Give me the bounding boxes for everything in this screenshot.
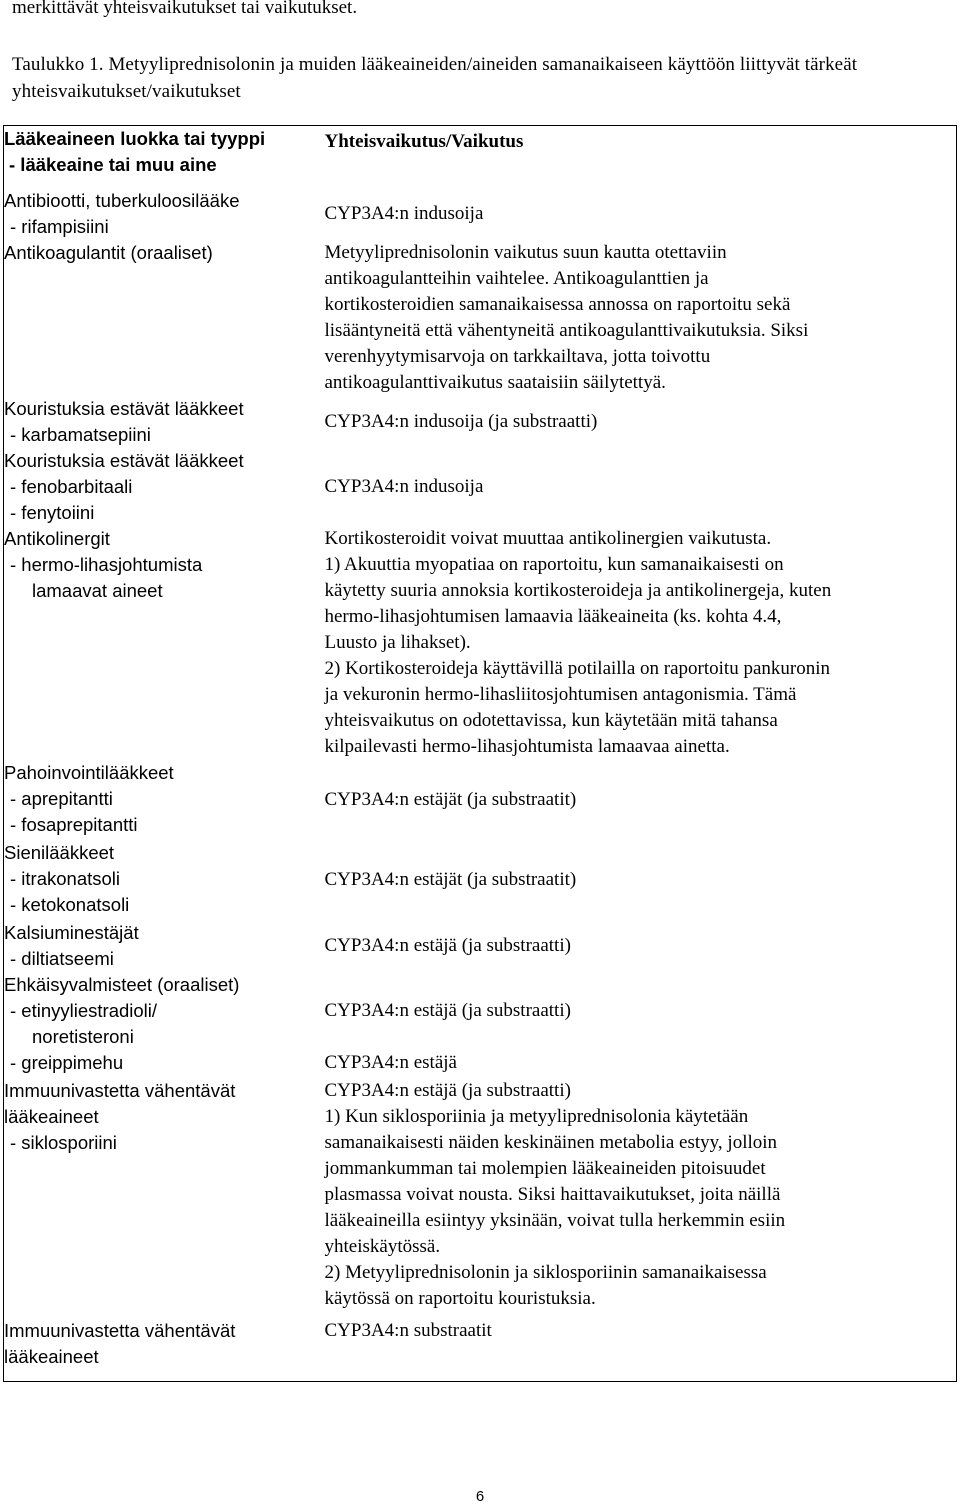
interaction-cell xyxy=(325,1050,957,1078)
drug-class-line: Ehkäisyvalmisteet (oraaliset) xyxy=(4,973,240,995)
interaction-line: kilpailevasti hermo-lihasjohtumista lamaavaa ainetta. xyxy=(324,735,730,757)
interaction-line: lääkeaineilla esiintyy yksinään, voivat tulla herkemmin esiin xyxy=(324,1209,786,1231)
table-row xyxy=(4,972,957,1050)
interaction-line: kortikosteroidien samanaikaisessa annossa on raportoitu sekä xyxy=(324,293,791,315)
drug-class-line: Kalsiuminestäjät xyxy=(4,921,139,943)
drug-class-line: - fenytoiini xyxy=(10,501,95,523)
interaction-line: Kortikosteroidit voivat muuttaa antikolinergien vaikutusta. xyxy=(324,527,772,549)
drug-class-cell xyxy=(4,188,325,240)
table-row xyxy=(4,396,957,448)
drug-class-cell xyxy=(4,396,325,448)
drug-class-line: Pahoinvointilääkkeet xyxy=(4,761,174,783)
table-header-row xyxy=(4,126,957,188)
drug-class-line: lääkeaineet xyxy=(4,1105,99,1127)
interaction-cell xyxy=(325,1078,957,1318)
interaction-cell xyxy=(325,920,957,972)
interaction-cell xyxy=(325,448,957,526)
interaction-line: käytössä on raportoitu kouristuksia. xyxy=(324,1287,596,1309)
table-body xyxy=(4,188,957,1382)
table-row xyxy=(4,840,957,920)
table-row xyxy=(4,240,957,396)
drug-class-line: - fosaprepitantti xyxy=(10,813,138,835)
interaction-line: CYP3A4:n substraatit xyxy=(324,1319,492,1341)
interaction-line: lisääntyneitä että vähentyneitä antikoagulanttivaikutuksia. Siksi xyxy=(324,319,809,341)
interaction-cell xyxy=(325,760,957,840)
drug-class-line: Sienilääkkeet xyxy=(4,841,115,863)
drug-class-line: - etinyyliestradioli/ xyxy=(10,999,158,1021)
table-row xyxy=(4,760,957,840)
interaction-line: ja vekuronin hermo-lihasliitosjohtumisen antagonismia. Tämä xyxy=(324,683,797,705)
interaction-line: hermo-lihasjohtumisen lamaavia lääkeaineita (ks. kohta 4.4, xyxy=(324,605,782,627)
page-number: 6 xyxy=(475,1488,485,1505)
interaction-line: CYP3A4:n estäjä (ja substraatti) xyxy=(324,934,571,956)
drug-class-line: - hermo-lihasjohtumista xyxy=(10,553,203,575)
drug-class-cell xyxy=(4,448,325,526)
interaction-line: jommankumman tai molempien lääkeaineiden pitoisuudet xyxy=(324,1157,766,1179)
interaction-line: CYP3A4:n estäjä (ja substraatti) xyxy=(324,999,571,1021)
drug-class-cell xyxy=(4,972,325,1050)
interaction-cell xyxy=(325,840,957,920)
interaction-line: antikoagulanttivaikutus saataisiin säilytettyä. xyxy=(324,371,666,393)
interaction-line: yhteiskäytössä. xyxy=(324,1235,441,1257)
drug-class-line: Immuunivastetta vähentävät xyxy=(4,1079,236,1101)
interactions-table xyxy=(3,125,957,1382)
drug-class-line: - aprepitantti xyxy=(10,787,113,809)
drug-class-cell xyxy=(4,1078,325,1318)
interaction-line: CYP3A4:n estäjä (ja substraatti) xyxy=(324,1079,571,1101)
interaction-cell xyxy=(325,396,957,448)
drug-class-cell xyxy=(4,840,325,920)
interaction-line: 1) Akuuttia myopatiaa on raportoitu, kun samanaikaisesti on xyxy=(324,553,784,575)
table-caption: Taulukko 1. Metyyliprednisolonin ja muiden lääkeaineiden/aineiden samanaikaiseen käyttöön liittyvät tärkeät yhteisvaikutukset/vaikutukset xyxy=(12,54,858,102)
table-row xyxy=(4,1050,957,1078)
drug-class-line: - fenobarbitaali xyxy=(10,475,133,497)
table-row xyxy=(4,1318,957,1382)
header-left-line: - lääkeaine tai muu aine xyxy=(9,154,217,175)
drug-class-line: Immuunivastetta vähentävät xyxy=(4,1319,236,1341)
drug-class-cell xyxy=(4,920,325,972)
interaction-line: 1) Kun siklosporiinia ja metyyliprednisolonia käytetään xyxy=(324,1105,749,1127)
interaction-line: CYP3A4:n indusoija xyxy=(324,475,484,497)
interaction-line: 2) Kortikosteroideja käyttävillä potilailla on raportoitu pankuronin xyxy=(324,657,830,679)
drug-class-line: - karbamatsepiini xyxy=(10,423,151,445)
drug-class-line: Kouristuksia estävät lääkkeet xyxy=(4,449,244,471)
table-row xyxy=(4,1078,957,1318)
table-row xyxy=(4,188,957,240)
interaction-cell xyxy=(325,240,957,396)
drug-class-line: Antikolinergit xyxy=(4,527,110,549)
table-row xyxy=(4,920,957,972)
drug-class-line: - siklosporiini xyxy=(10,1131,117,1153)
header-left-cell xyxy=(4,126,325,188)
drug-class-cell xyxy=(4,526,325,760)
drug-class-cell xyxy=(4,1050,325,1078)
interaction-line: CYP3A4:n indusoija (ja substraatti) xyxy=(324,410,598,432)
drug-class-line: - diltiatseemi xyxy=(10,947,114,969)
interaction-line: verenhyytymisarvoja on tarkkailtava, jotta toivottu xyxy=(324,345,711,367)
drug-class-line: - greippimehu xyxy=(10,1051,124,1073)
interaction-cell xyxy=(325,188,957,240)
interaction-line: antikoagulantteihin vaihtelee. Antikoagulanttien ja xyxy=(324,267,709,289)
drug-class-line: Kouristuksia estävät lääkkeet xyxy=(4,397,244,419)
drug-class-cell xyxy=(4,240,325,396)
interaction-line: 2) Metyyliprednisolonin ja siklosporiinin samanaikaisessa xyxy=(324,1261,767,1283)
interaction-line: yhteisvaikutus on odotettavissa, kun käytetään mitä tahansa xyxy=(324,709,778,731)
drug-class-line: lamaavat aineet xyxy=(32,579,163,601)
interaction-line: samanaikaisesti näiden keskinäinen metabolia estyy, jolloin xyxy=(324,1131,778,1153)
interaction-line: Metyyliprednisolonin vaikutus suun kautta otettaviin xyxy=(324,241,727,263)
header-right-text: Yhteisvaikutus/Vaikutus xyxy=(324,131,524,152)
drug-class-line: Antibiootti, tuberkuloosilääke xyxy=(4,189,240,211)
interaction-line: Luusto ja lihakset). xyxy=(324,631,471,653)
drug-class-cell xyxy=(4,760,325,840)
drug-class-line: - ketokonatsoli xyxy=(10,893,130,915)
table-row xyxy=(4,526,957,760)
header-right-cell xyxy=(325,126,957,188)
interaction-cell xyxy=(325,1318,957,1382)
intro-line: merkittävät yhteisvaikutukset tai vaikutukset. xyxy=(12,0,358,18)
table-row xyxy=(4,448,957,526)
header-left-line: Lääkeaineen luokka tai tyyppi xyxy=(4,128,266,149)
drug-class-line: - rifampisiini xyxy=(10,215,109,237)
interaction-cell xyxy=(325,526,957,760)
interaction-line: CYP3A4:n indusoija xyxy=(324,202,484,224)
drug-class-line: lääkeaineet xyxy=(4,1345,99,1367)
drug-class-line: Antikoagulantit (oraaliset) xyxy=(4,241,213,263)
interaction-line: CYP3A4:n estäjä xyxy=(324,1051,457,1073)
drug-class-cell xyxy=(4,1318,325,1382)
drug-class-line: noretisteroni xyxy=(32,1025,134,1047)
interaction-line: CYP3A4:n estäjät (ja substraatit) xyxy=(324,868,577,890)
drug-class-line: - itrakonatsoli xyxy=(10,867,121,889)
interaction-line: plasmassa voivat nousta. Siksi haittavaikutukset, joita näillä xyxy=(324,1183,781,1205)
interaction-line: käytetty suuria annoksia kortikosteroideja ja antikolinergeja, kuten xyxy=(324,579,832,601)
interaction-line: CYP3A4:n estäjät (ja substraatit) xyxy=(324,788,577,810)
interaction-cell xyxy=(325,972,957,1050)
